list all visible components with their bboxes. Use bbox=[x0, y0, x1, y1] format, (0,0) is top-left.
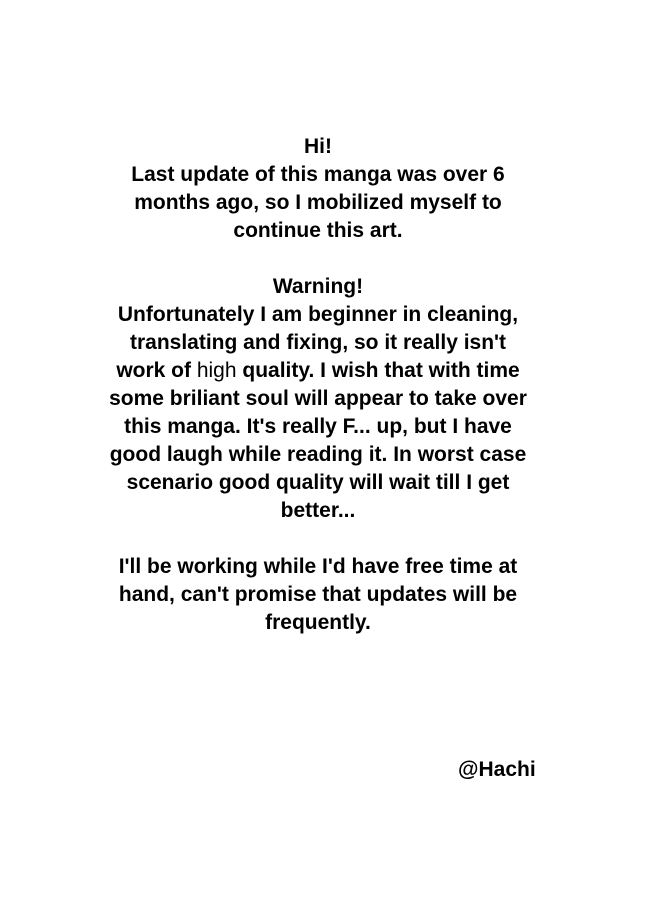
warning-line-8: better... bbox=[280, 499, 356, 522]
signature: @Hachi bbox=[458, 758, 536, 781]
warning-line-3-start: work of bbox=[116, 359, 197, 382]
greeting-title: Hi! bbox=[304, 135, 332, 158]
warning-line-1: Unfortunately I am beginner in cleaning, bbox=[117, 303, 519, 326]
warning-line-6: good laugh while reading it. In worst case bbox=[109, 443, 527, 466]
greeting-line-2: months ago, so I mobilized myself to bbox=[134, 191, 502, 214]
greeting-line-1: Last update of this manga was over 6 bbox=[131, 163, 505, 186]
warning-line-7: scenario good quality will wait till I get bbox=[126, 471, 510, 494]
warning-line-3-emphasis: high bbox=[196, 359, 237, 382]
warning-line-5: this manga. It's really F... up, but I have bbox=[124, 415, 512, 438]
closing-line-1: I'll be working while I'd have free time at bbox=[118, 555, 518, 578]
warning-line-2: translating and fixing, so it really isn't bbox=[129, 331, 507, 354]
closing-line-3: frequently. bbox=[265, 611, 371, 634]
paragraph-gap bbox=[68, 245, 568, 273]
closing-line-2: hand, can't promise that updates will be bbox=[118, 583, 518, 606]
warning-line-3-end: quality. I wish that with time bbox=[242, 359, 520, 382]
warning-line-4: some briliant soul will appear to take over bbox=[109, 387, 527, 410]
warning-line-3 bbox=[68, 357, 568, 385]
paragraph-gap bbox=[68, 525, 568, 553]
greeting-line-3: continue this art. bbox=[233, 219, 403, 242]
warning-title: Warning! bbox=[272, 275, 364, 298]
translator-note bbox=[68, 133, 568, 637]
